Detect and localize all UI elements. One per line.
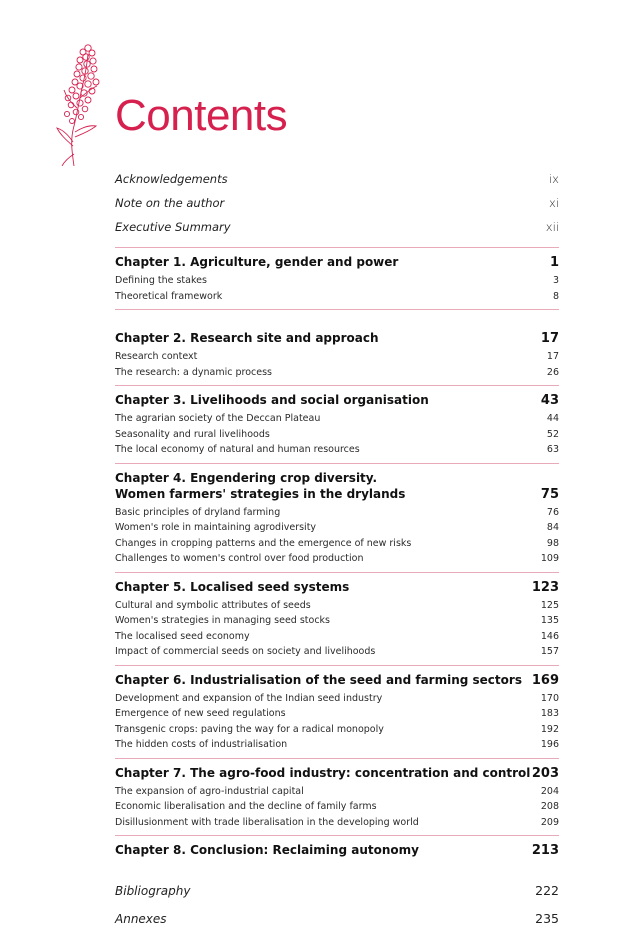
section-page: 84 — [546, 522, 559, 533]
section-entry[interactable] — [115, 737, 559, 753]
section-page: 125 — [540, 599, 559, 611]
section-page: 76 — [546, 506, 559, 518]
section-label: The local economy of natural and human resources — [115, 444, 360, 455]
section-page: 209 — [540, 816, 559, 828]
toc-entry-executive-summary[interactable] — [115, 215, 559, 239]
back-matter — [115, 877, 559, 933]
section-entry[interactable] — [115, 629, 559, 645]
table-of-contents — [115, 167, 559, 933]
chapter-heading[interactable] — [115, 765, 559, 782]
section-label: The expansion of agro-industrial capital — [115, 785, 304, 797]
section-page: 204 — [540, 785, 559, 797]
chapter-3 — [115, 386, 559, 464]
chapter-heading[interactable] — [115, 254, 559, 271]
entry-label: Note on the author — [115, 196, 225, 210]
section-page: 183 — [540, 708, 559, 719]
section-entry[interactable] — [115, 691, 559, 707]
section-label: The agrarian society of the Deccan Plateau — [115, 413, 321, 424]
chapter-8 — [115, 836, 559, 865]
section-page: 98 — [546, 537, 559, 549]
section-label: Women's strategies in managing seed stocks — [115, 615, 330, 626]
section-label: Research context — [115, 351, 198, 362]
chapter-title: Chapter 8. Conclusion: Reclaiming autonomy — [115, 843, 419, 857]
section-entry[interactable] — [115, 411, 559, 427]
front-matter — [115, 167, 559, 239]
section-label: The research: a dynamic process — [115, 366, 272, 378]
section-label: Cultural and symbolic attributes of seeds — [115, 599, 311, 611]
section-page: 3 — [552, 275, 559, 286]
section-label: Changes in cropping patterns and the emergence of new risks — [115, 537, 412, 549]
section-entry[interactable] — [115, 815, 559, 831]
entry-page: xi — [548, 196, 559, 210]
entry-page: 235 — [535, 911, 559, 926]
chapter-title: Chapter 7. The agro-food industry: concentration and control — [115, 765, 531, 780]
chapter-heading[interactable] — [115, 672, 559, 689]
section-label: Impact of commercial seeds on society and livelihoods — [115, 646, 376, 657]
toc-entry-acknowledgements[interactable] — [115, 167, 559, 191]
chapter-title: Chapter 1. Agriculture, gender and power — [115, 255, 399, 269]
section-entry[interactable] — [115, 442, 559, 458]
chapter-page: 75 — [540, 486, 559, 502]
section-entry[interactable] — [115, 289, 559, 305]
entry-label: Annexes — [115, 912, 167, 926]
section-label: Economic liberalisation and the decline of family farms — [115, 801, 377, 812]
section-entry[interactable] — [115, 273, 559, 289]
chapter-page: 17 — [540, 331, 559, 346]
section-entry[interactable] — [115, 706, 559, 722]
chapter-title-line1: Chapter 4. Engendering crop diversity. — [115, 470, 378, 485]
section-label: Emergence of new seed regulations — [115, 708, 286, 719]
section-page: 63 — [546, 444, 559, 455]
section-entry[interactable] — [115, 505, 559, 521]
section-label: Theoretical framework — [115, 290, 223, 302]
chapter-heading[interactable] — [115, 330, 559, 347]
section-label: Development and expansion of the Indian seed industry — [115, 692, 383, 704]
chapter-5 — [115, 573, 559, 666]
section-label: Transgenic crops: paving the way for a radical monopoly — [115, 723, 384, 735]
chapter-7 — [115, 759, 559, 837]
section-entry[interactable] — [115, 598, 559, 614]
section-page: 208 — [540, 801, 559, 812]
entry-page: xii — [545, 220, 559, 234]
chapter-page: 123 — [531, 579, 559, 595]
section-entry[interactable] — [115, 644, 559, 660]
toc-entry-note-on-author[interactable] — [115, 191, 559, 215]
chapter-heading[interactable] — [115, 842, 559, 859]
section-entry[interactable] — [115, 613, 559, 629]
section-entry[interactable] — [115, 784, 559, 800]
flowering-sorghum-illustration — [52, 42, 106, 166]
section-page: 109 — [540, 553, 559, 564]
section-page: 170 — [540, 692, 559, 704]
section-label: Women's role in maintaining agrodiversity — [115, 522, 317, 533]
section-page: 17 — [546, 351, 559, 362]
chapter-page: 169 — [531, 672, 559, 688]
chapter-1 — [115, 247, 559, 310]
entry-label: Acknowledgements — [115, 172, 228, 186]
chapter-title: Chapter 5. Localised seed systems — [115, 579, 350, 594]
section-page: 44 — [546, 413, 559, 424]
chapter-page: 1 — [549, 255, 559, 270]
section-entry[interactable] — [115, 520, 559, 536]
chapter-title: Women farmers' strategies in the drylands — [115, 486, 406, 501]
entry-label: Executive Summary — [115, 220, 231, 234]
page-title: Contents — [115, 91, 288, 140]
chapter-2 — [115, 324, 559, 386]
chapter-page: 43 — [540, 393, 559, 408]
toc-entry-annexes[interactable] — [115, 905, 559, 933]
chapter-title: Chapter 2. Research site and approach — [115, 331, 379, 345]
section-page: 26 — [546, 366, 559, 378]
chapter-page: 203 — [531, 765, 559, 781]
entry-label: Bibliography — [115, 884, 191, 898]
section-label: Seasonality and rural livelihoods — [115, 428, 270, 440]
entry-page: 222 — [535, 883, 559, 898]
chapter-page: 213 — [531, 843, 559, 858]
section-label: The localised seed economy — [115, 630, 250, 642]
chapter-title: Chapter 3. Livelihoods and social organisation — [115, 393, 429, 407]
section-page: 52 — [546, 428, 559, 440]
chapter-heading[interactable] — [115, 486, 559, 503]
section-entry[interactable] — [115, 722, 559, 738]
chapter-6 — [115, 666, 559, 759]
chapter-4 — [115, 464, 559, 573]
section-page: 8 — [552, 290, 559, 302]
toc-entry-bibliography[interactable] — [115, 877, 559, 905]
chapter-heading[interactable] — [115, 392, 559, 409]
section-entry[interactable] — [115, 365, 559, 381]
section-label: Challenges to women's control over food production — [115, 553, 364, 564]
section-entry[interactable] — [115, 427, 559, 443]
section-label: Disillusionment with trade liberalisation in the developing world — [115, 816, 419, 828]
section-page: 192 — [540, 723, 559, 735]
section-page: 146 — [540, 630, 559, 642]
chapter-heading[interactable] — [115, 579, 559, 596]
section-entry[interactable] — [115, 536, 559, 552]
section-entry[interactable] — [115, 551, 559, 567]
section-entry[interactable] — [115, 349, 559, 365]
entry-page: ix — [548, 172, 559, 186]
section-label: The hidden costs of industrialisation — [115, 739, 288, 750]
section-entry[interactable] — [115, 799, 559, 815]
chapter-title: Chapter 6. Industrialisation of the seed and farming sectors — [115, 672, 522, 687]
section-page: 196 — [540, 739, 559, 750]
section-label: Basic principles of dryland farming — [115, 506, 281, 518]
section-label: Defining the stakes — [115, 275, 207, 286]
section-page: 135 — [540, 615, 559, 626]
section-page: 157 — [540, 646, 559, 657]
